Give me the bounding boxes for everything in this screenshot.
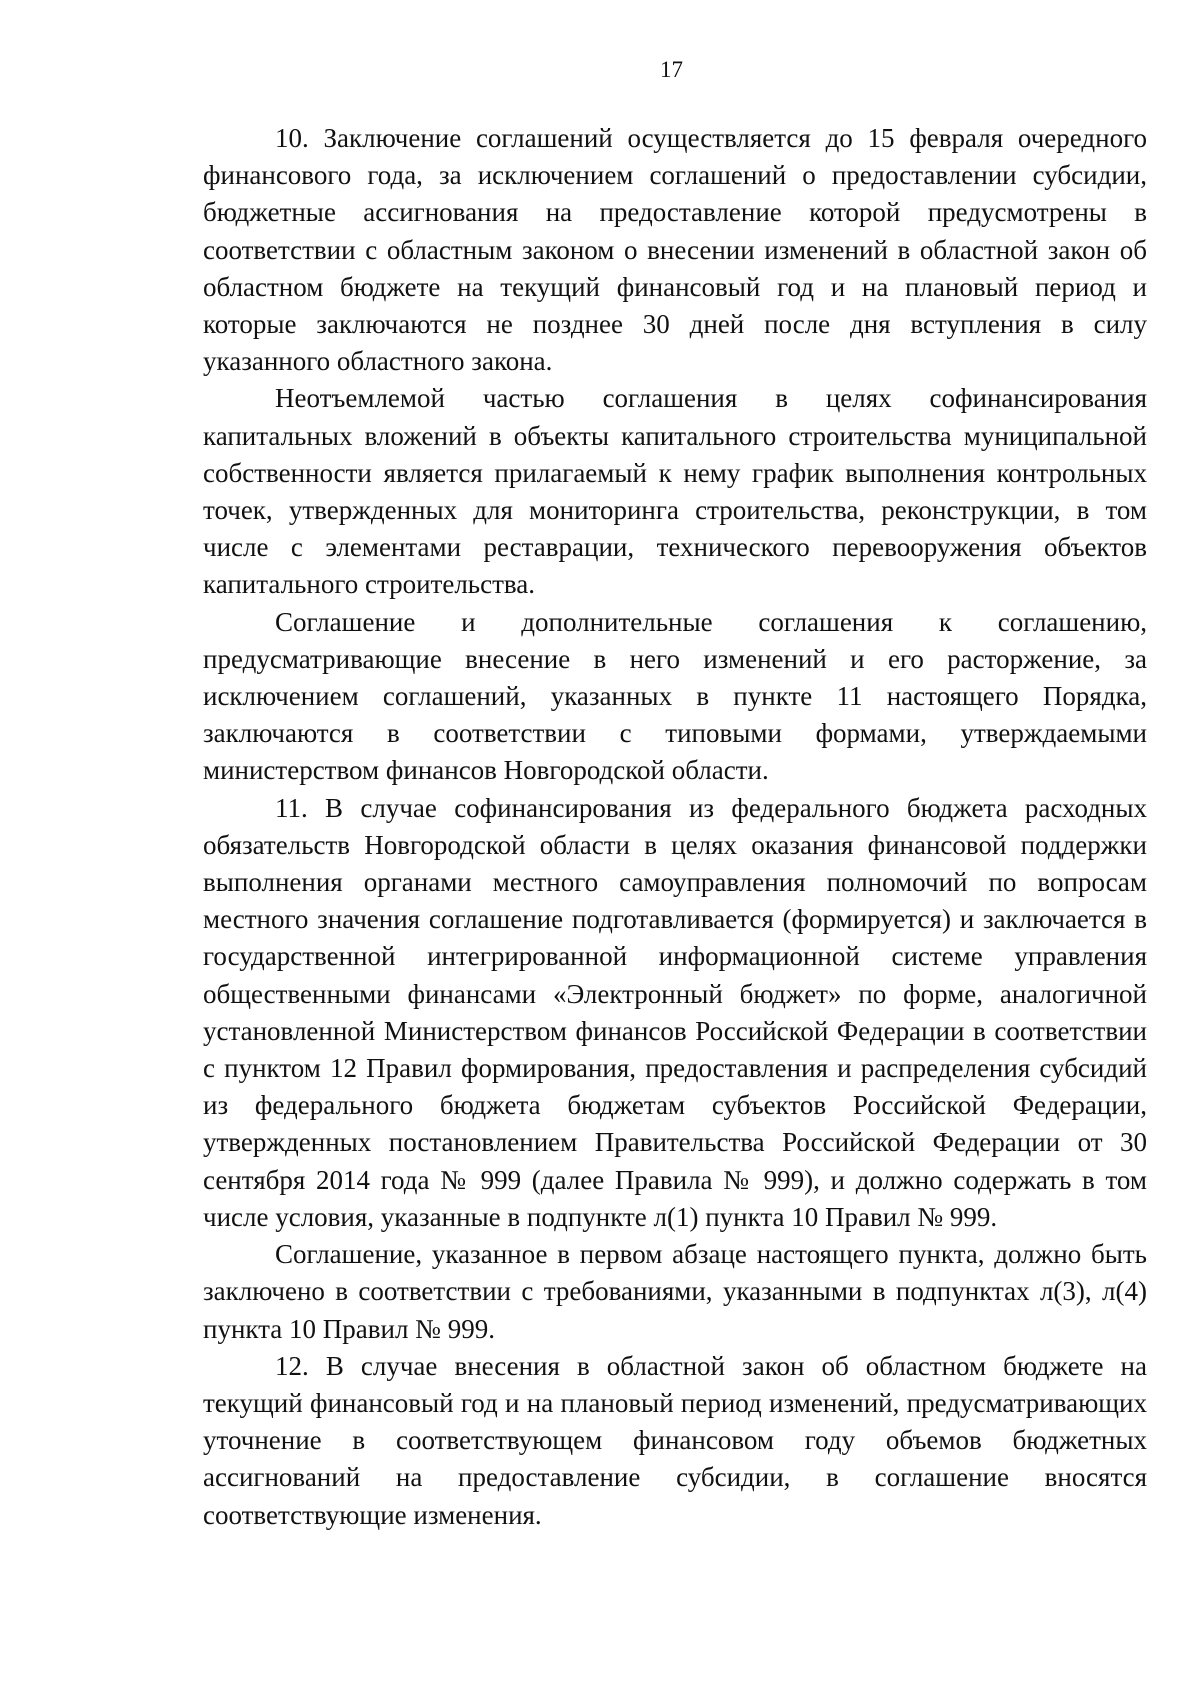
paragraph-standard-forms: Соглашение и дополнительные соглашения к соглашению, предусматривающие внесение в него изменений и его расторжение, за исключением соглашений, указанных в пункте 11 настоящего Порядка, заключаются в соответствии с типовыми формами, утверждаемыми министерством финансов Новгородской области. [203, 606, 1147, 786]
paragraph-agreement-requirements: Соглашение, указанное в первом абзаце настоящего пункта, должно быть заключено в соответствии с требованиями, указанными в подпунктах л(3), л(4) пункта 10 Правил № 999. [203, 1239, 1147, 1344]
paragraph-clause-10: 10. Заключение соглашений осуществляется до 15 февраля очередного финансового года, за исключением соглашений о предоставлении субсидии, бюджетные ассигнования на предоставление которой предусмотрены в соответствии с областным законом о внесении изменений в областной закон об областном бюджете на текущий финансовый год и на плановый период и которые заключаются не позднее 30 дней после дня вступления в силу указанного областного закона. [203, 123, 1147, 377]
paragraph-clause-11: 11. В случае софинансирования из федерального бюджета расходных обязательств Новгородской области в целях оказания финансовой поддержки выполнения органами местного самоуправления полномочий по вопросам местного значения соглашение подготавливается (формируется) и заключается в государственной интегрированной информационной системе управления общественными финансами «Электронный бюджет» по форме, аналогичной установленной Министерством финансов Российской Федерации в соответствии с пунктом 12 Правил формирования, предоставления и распределения субсидий из федерального бюджета бюджетам субъектов Российской Федерации, утвержденных постановлением Правительства Российской Федерации от 30 сентября 2014 года № 999 (далее Правила № 999), и должно содержать в том числе условия, указанные в подпункте л(1) пункта 10 Правил № 999. [203, 792, 1147, 1232]
document-body [203, 120, 1147, 1534]
page-number: 17 [660, 57, 683, 82]
paragraph-control-points-schedule: Неотъемлемой частью соглашения в целях софинансирования капитальных вложений в объекты капитального строительства муниципальной собственности является прилагаемый к нему график выполнения контрольных точек, утвержденных для мониторинга строительства, реконструкции, в том числе с элементами реставрации, технического перевооружения объектов капитального строительства. [203, 383, 1147, 600]
paragraph-clause-12: 12. В случае внесения в областной закон об областном бюджете на текущий финансовый год и на плановый период изменений, предусматривающих уточнение в соответствующем финансовом году объемов бюджетных ассигнований на предоставление субсидии, в соглашение вносятся соответствующие изменения. [203, 1350, 1147, 1530]
